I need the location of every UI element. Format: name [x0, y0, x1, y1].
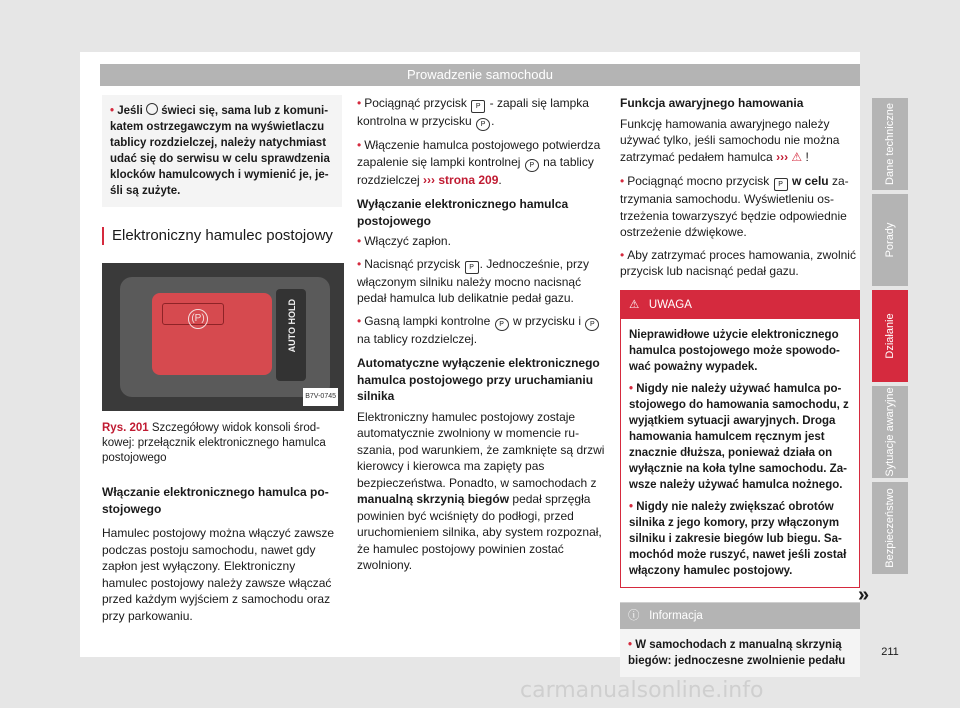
text: Aby zatrzymać proces hamowania, zwolnić przycisk lub nacisnąć pedał gazu. — [620, 247, 856, 278]
brake-pad-warning — [102, 95, 342, 207]
tab-dzialanie[interactable] — [872, 290, 908, 382]
bullet-2: • Włączenie hamulca postojowego potwierdza zapalenie się lampki kontrolnej P na tablicy rozdzielczej ››› strona 209. — [357, 138, 601, 187]
para-auto-release — [357, 409, 605, 574]
bullet-5 — [357, 313, 605, 348]
parking-brake-icon: (P) — [188, 309, 208, 329]
parking-brake-lamp-icon: P — [495, 318, 509, 331]
text: Elektroniczny hamulec postojowy zostaje automatycznie zwolniony w momencie ruszania, pod warunkiem, że zamknięte są drzwi kierowcy i kierowca ma zapięty pas bezpieczeństwa. Ponadto, w samochodach z — [357, 409, 605, 490]
bullet-7 — [620, 247, 860, 280]
watermark: carmanualsonline.info — [520, 678, 764, 703]
tab-dane-techniczne[interactable] — [872, 98, 908, 190]
brake-warning-icon — [146, 103, 158, 115]
text: zatrzymania samochodu. Wyświetleniu ostrzeżenia towarzyszyć będzie odpowiednie ostrzeżenie dźwiękowe. — [620, 174, 849, 239]
text: Gasną lampki kontrolne — [364, 313, 491, 328]
text: Włączyć zapłon. — [364, 234, 451, 248]
reference-arrows: ››› — [776, 149, 789, 164]
bullet-3 — [357, 233, 605, 250]
text: w przycisku i — [512, 313, 581, 328]
parking-brake-lamp-icon: P — [476, 118, 490, 131]
warning-bullet-2 — [629, 499, 851, 579]
column-3 — [620, 95, 860, 677]
bullet-4 — [357, 256, 605, 307]
info-icon: ⓘ — [628, 609, 640, 622]
bullet-icon: • — [629, 382, 634, 395]
text: Nacisnąć przycisk — [364, 256, 461, 271]
parking-brake-button-icon: P — [465, 261, 479, 274]
info-box-header — [620, 603, 860, 629]
warning-text: świeci się, sama lub z komunikatem ostrzegawczym na wyświetlaczu tablicy rozdzielczej, należy natychmiast udać się do serwisu w celu sprawdzenia klocków hamulcowych i wymienić je, jeśli są zużyte. — [110, 105, 330, 197]
info-title: Informacja — [649, 609, 703, 622]
page-reference-link[interactable]: ››› strona 209 — [423, 172, 499, 187]
heading-auto-release: Automatyczne wyłączenie elektronicznego hamulca postojowego przy uruchamianiu silnika — [357, 356, 600, 403]
column-2 — [357, 95, 605, 582]
caption-text: Szczegółowy widok konsoli środkowej: przełącznik elektronicznego hamulca postojowego — [102, 422, 326, 464]
bullet-icon: • — [357, 313, 362, 328]
parking-brake-switch — [152, 293, 272, 375]
bullet-icon: • — [357, 96, 362, 110]
parking-brake-lamp-icon: P — [585, 318, 599, 331]
parking-brake-button-icon: P — [471, 100, 485, 113]
section-tabs — [872, 98, 908, 578]
section-title: Elektroniczny hamulec postojowy — [102, 227, 342, 245]
tab-label: Działanie — [884, 313, 896, 359]
tab-label: Porady — [884, 222, 896, 258]
para-engage: Hamulec postojowy można włączyć zawsze podczas postoju samochodu, nawet gdy zapłon jest wyłączony. Elektroniczny hamulec postojowy należy zawsze włączać przed każdym wyjściem z samochodu oraz przy parkowaniu. — [102, 526, 335, 623]
text: Nigdy nie należy zwiększać obrotów silnika z jego komory, przy włączonym silniku i zakresie biegów lub biegu. Samochód może ruszyć, nawet jeśli został włączony hamulec postojowy. — [629, 500, 847, 577]
text: Pociągnąć przycisk — [364, 96, 467, 110]
page-header: Prowadzenie samochodu — [100, 64, 860, 86]
column-1 — [102, 95, 342, 632]
bullet-icon: • — [629, 500, 634, 513]
bullet-icon: • — [357, 256, 362, 271]
figure-ref: Rys. 201 — [102, 422, 149, 434]
tab-label: Sytuacje awaryjne — [884, 387, 896, 477]
text: na tablicy rozdzielczej — [357, 154, 594, 187]
warning-triangle-icon: ⚠ — [791, 149, 803, 164]
heading-emergency: Funkcja awaryjnego hamowania — [620, 96, 804, 110]
warning-box-header — [621, 291, 859, 319]
bullet-icon: • — [620, 247, 625, 262]
text: Funkcję hamowania awaryjnego należy używać tylko, jeśli samochodu nie można zatrzymać pedałem hamulca — [620, 116, 840, 164]
bullet-icon: • — [110, 105, 115, 117]
text: pedał sprzęgła powinien być wciśnięty do podłogi, przed uruchomieniem silnika, aby system rozpoznał, że hamulec postojowy powinien zostać zwolniony. — [357, 492, 602, 572]
text: Włączenie hamulca postojowego potwierdza zapalenie się lampki kontrolnej — [357, 138, 601, 169]
text: na tablicy rozdzielczej. — [357, 331, 478, 346]
continue-arrow-icon: » — [858, 584, 870, 606]
warning-box-body — [621, 319, 859, 587]
figure-201-photo — [102, 263, 344, 411]
bullet-icon: • — [628, 638, 633, 651]
bullet-6 — [620, 173, 860, 241]
text: . Jednocześnie, przy włączonym silniku należy mocno nacisnąć pedał hamulca lub delikatnie pedał gazu. — [357, 256, 589, 305]
text: Pociągnąć mocno przycisk — [627, 174, 770, 188]
text: - zapali się lampka kontrolna w przycisku — [357, 96, 589, 128]
tab-label: Dane techniczne — [884, 103, 896, 185]
tab-sytuacje-awaryjne[interactable] — [872, 386, 908, 478]
heading-release: Wyłączanie elektronicznego hamulca postojowego — [357, 197, 569, 228]
tab-porady[interactable] — [872, 194, 908, 286]
text: manualną skrzynią biegów — [357, 492, 510, 506]
warning-text-prefix: Jeśli — [117, 105, 143, 117]
parking-brake-button-icon: P — [774, 178, 788, 191]
heading-engage: Włączanie elektronicznego hamulca postojowego — [102, 485, 329, 516]
text: Nigdy nie należy używać hamulca postojowego do hamowania samochodu, z wyjątkiem sytuacji awaryjnych. Droga hamowania hamulcem ręcznym jest znacznie dłuższa, ponieważ działa on wyłącznie na koła tylne samochodu. Zawsze należy używać hamulca nożnego. — [629, 382, 849, 491]
warning-intro: Nieprawidłowe użycie elektronicznego hamulca postojowego może spowodować poważny wypadek. — [629, 328, 840, 373]
tab-bezpieczenstwo[interactable] — [872, 482, 908, 574]
text: W samochodach z manualną skrzynią biegów: jednoczesne zwolnienie pedału — [628, 638, 846, 667]
bullet-icon: • — [357, 138, 362, 152]
warning-triangle-icon: ⚠ — [629, 298, 640, 311]
bullet-1: • Pociągnąć przycisk P - zapali się lampka kontrolna w przycisku P . — [357, 95, 605, 131]
parking-brake-lamp-icon: P — [525, 159, 539, 172]
bullet-icon: • — [620, 174, 625, 188]
auto-hold-label: AUTO HOLD — [287, 299, 297, 353]
figure-caption — [102, 421, 342, 466]
warning-bullet-1 — [629, 381, 851, 493]
info-box-body — [620, 629, 860, 677]
bullet-icon: • — [357, 234, 362, 248]
page-number: 211 — [881, 646, 899, 658]
warning-box — [620, 290, 860, 588]
text: w celu — [791, 174, 829, 188]
info-box — [620, 602, 860, 677]
para-emergency: Funkcję hamowania awaryjnego należy używać tylko, jeśli samochodu nie można zatrzymać pedałem hamulca ››› ⚠ ! — [620, 116, 840, 164]
auto-hold-button — [276, 289, 306, 381]
tab-label: Bezpieczeństwo — [884, 488, 896, 568]
warning-title: UWAGA — [648, 298, 692, 311]
figure-code: B7V-0745 — [303, 388, 338, 407]
